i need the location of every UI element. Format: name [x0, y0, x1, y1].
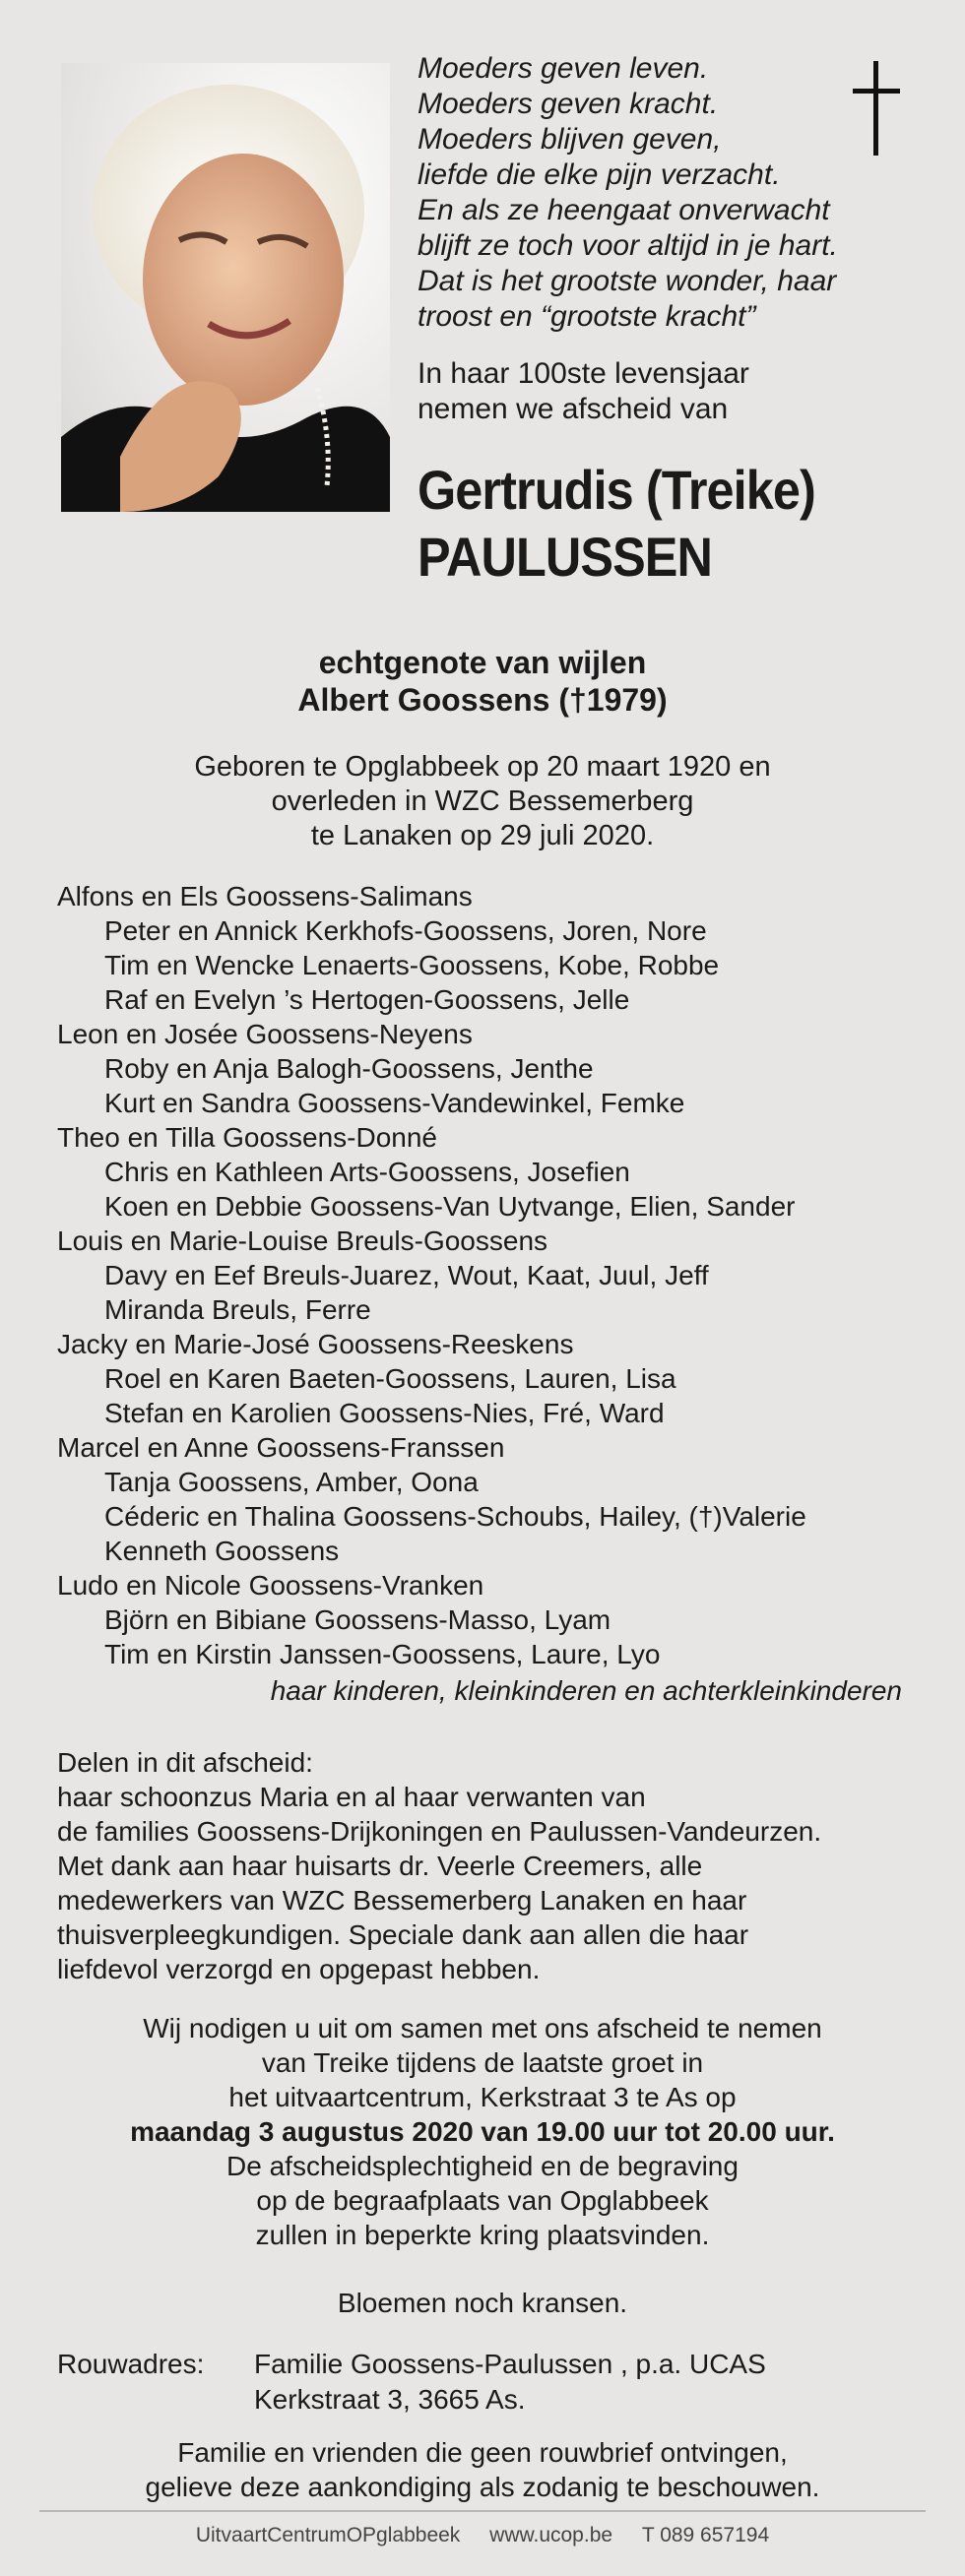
birth-death-line: te Lanaken op 29 juli 2020.	[310, 820, 655, 851]
birth-death-info	[0, 750, 965, 853]
family-member-child: Jacky en Marie-José Goossens-Reeskens	[57, 1329, 574, 1359]
poem-line: blijft ze toch voor altijd in je hart.	[418, 229, 838, 262]
footer	[0, 2522, 965, 2549]
poem	[418, 51, 880, 335]
family-member-child: Alfons en Els Goossens-Salimans	[57, 881, 473, 911]
spouse-line: echtgenote van wijlen	[318, 645, 647, 680]
notice-line: Familie en vrienden die geen rouwbrief ontvingen,	[177, 2437, 788, 2468]
invitation-line: zullen in beperkte kring plaatsvinden.	[255, 2220, 710, 2250]
family-member-grandchild: Koen en Debbie Goossens-Van Uytvange, Elien, Sander	[104, 1191, 796, 1222]
family-member-child: Theo en Tilla Goossens-Donné	[57, 1122, 437, 1153]
family-member-grandchild: Tanja Goossens, Amber, Oona	[104, 1467, 479, 1497]
family-member-grandchild: Kenneth Goossens	[104, 1536, 340, 1566]
spouse-info	[0, 644, 965, 719]
invitation-line: op de begraafplaats van Opglabbeek	[256, 2185, 709, 2216]
family-member-grandchild: Stefan en Karolien Goossens-Nies, Fré, Ward	[104, 1398, 665, 1428]
family-member-grandchild: Céderic en Thalina Goossens-Schoubs, Hailey, (†)Valerie	[104, 1501, 806, 1532]
invitation-line: De afscheidsplechtigheid en de begraving	[226, 2151, 739, 2181]
portrait-photo	[61, 63, 390, 512]
deceased-name	[418, 457, 815, 591]
invitation	[0, 2011, 965, 2252]
poem-line: Moeders geven kracht.	[418, 88, 719, 120]
invitation-datetime: maandag 3 augustus 2020 van 19.00 uur tot 20.00 uur.	[130, 2116, 835, 2147]
latin-cross-icon	[847, 59, 906, 157]
footer-divider	[39, 2510, 926, 2512]
invitation-line: het uitvaartcentrum, Kerkstraat 3 te As op	[228, 2082, 737, 2112]
deceased-last-name: PAULUSSEN	[418, 526, 713, 588]
notice-line: gelieve deze aankondiging als zodanig te beschouwen.	[145, 2472, 820, 2502]
footer-website[interactable]: www.ucop.be	[489, 2524, 613, 2546]
invitation-line: Wij nodigen u uit om samen met ons afscheid te nemen	[143, 2013, 822, 2043]
poem-line: liefde die elke pijn verzacht.	[418, 158, 781, 191]
acknowledgement-line: liefdevol verzorgd en opgepast hebben.	[57, 1954, 541, 1984]
deceased-first-name: Gertrudis (Treike)	[418, 459, 815, 521]
family-member-child: Ludo en Nicole Goossens-Vranken	[57, 1570, 484, 1601]
closing-notice	[0, 2435, 965, 2504]
intro-line: In haar 100ste levensjaar	[418, 357, 749, 390]
address-line: Familie Goossens-Paulussen , p.a. UCAS	[254, 2349, 766, 2379]
family-member-grandchild: Roel en Karen Baeten-Goossens, Lauren, Lisa	[104, 1363, 676, 1394]
poem-line: En als ze heengaat onverwacht	[418, 194, 830, 226]
acknowledgement-line: de families Goossens-Drijkoningen en Paulussen-Vandeurzen.	[57, 1816, 822, 1847]
poem-line: Moeders geven leven.	[418, 52, 709, 85]
family-member-grandchild: Roby en Anja Balogh-Goossens, Jenthe	[104, 1053, 594, 1084]
address-line: Kerkstraat 3, 3665 As.	[254, 2384, 526, 2415]
family-member-child: Louis en Marie-Louise Breuls-Goossens	[57, 1225, 548, 1256]
family-member-child: Leon en Josée Goossens-Neyens	[57, 1019, 473, 1049]
poem-line: Moeders blijven geven,	[418, 123, 722, 156]
spouse-line: Albert Goossens (†1979)	[297, 682, 668, 718]
acknowledgement-line: thuisverpleegkundigen. Speciale dank aan allen die haar	[57, 1919, 749, 1950]
invitation-line: van Treike tijdens de laatste groet in	[261, 2047, 704, 2078]
family-member-grandchild: Chris en Kathleen Arts-Goossens, Josefien	[104, 1157, 630, 1187]
footer-phone: T 089 657194	[641, 2524, 770, 2546]
family-member-grandchild: Peter en Annick Kerkhofs-Goossens, Joren, Nore	[104, 915, 707, 946]
acknowledgement-line: Met dank aan haar huisarts dr. Veerle Creemers, alle	[57, 1851, 703, 1881]
acknowledgement-line: medewerkers van WZC Bessemerberg Lanaken en haar	[57, 1885, 747, 1916]
family-member-grandchild: Tim en Wencke Lenaerts-Goossens, Kobe, Robbe	[104, 950, 720, 980]
family-member-grandchild: Tim en Kirstin Janssen-Goossens, Laure, Lyo	[104, 1639, 661, 1669]
birth-death-line: Geboren te Opglabbeek op 20 maart 1920 en	[194, 751, 771, 783]
family-list	[57, 879, 806, 1671]
intro-line: nemen we afscheid van	[418, 393, 729, 425]
family-member-grandchild: Raf en Evelyn ’s Hertogen-Goossens, Jelle	[104, 984, 630, 1015]
birth-death-line: overleden in WZC Bessemerberg	[271, 785, 694, 817]
footer-company: UitvaartCentrumOPglabbeek	[195, 2524, 461, 2546]
intro	[418, 356, 749, 427]
acknowledgement-line: Delen in dit afscheid:	[57, 1747, 313, 1778]
family-member-grandchild: Kurt en Sandra Goossens-Vandewinkel, Femke	[104, 1088, 685, 1118]
family-member-grandchild: Björn en Bibiane Goossens-Masso, Lyam	[104, 1604, 611, 1635]
flowers-note: Bloemen noch kransen.	[337, 2288, 628, 2318]
acknowledgement-line: haar schoonzus Maria en al haar verwanten van	[57, 1782, 646, 1812]
address-label: Rouwadres:	[57, 2349, 205, 2379]
acknowledgements	[57, 1745, 821, 1986]
family-caption: haar kinderen, kleinkinderen en achterkleinkinderen	[270, 1675, 902, 1706]
poem-line: Dat is het grootste wonder, haar	[418, 265, 837, 297]
family-member-grandchild: Miranda Breuls, Ferre	[104, 1294, 371, 1325]
family-member-grandchild: Davy en Eef Breuls-Juarez, Wout, Kaat, Juul, Jeff	[104, 1260, 709, 1290]
family-member-child: Marcel en Anne Goossens-Franssen	[57, 1432, 505, 1463]
poem-line: troost en “grootste kracht”	[418, 300, 756, 333]
address-value	[254, 2347, 766, 2418]
